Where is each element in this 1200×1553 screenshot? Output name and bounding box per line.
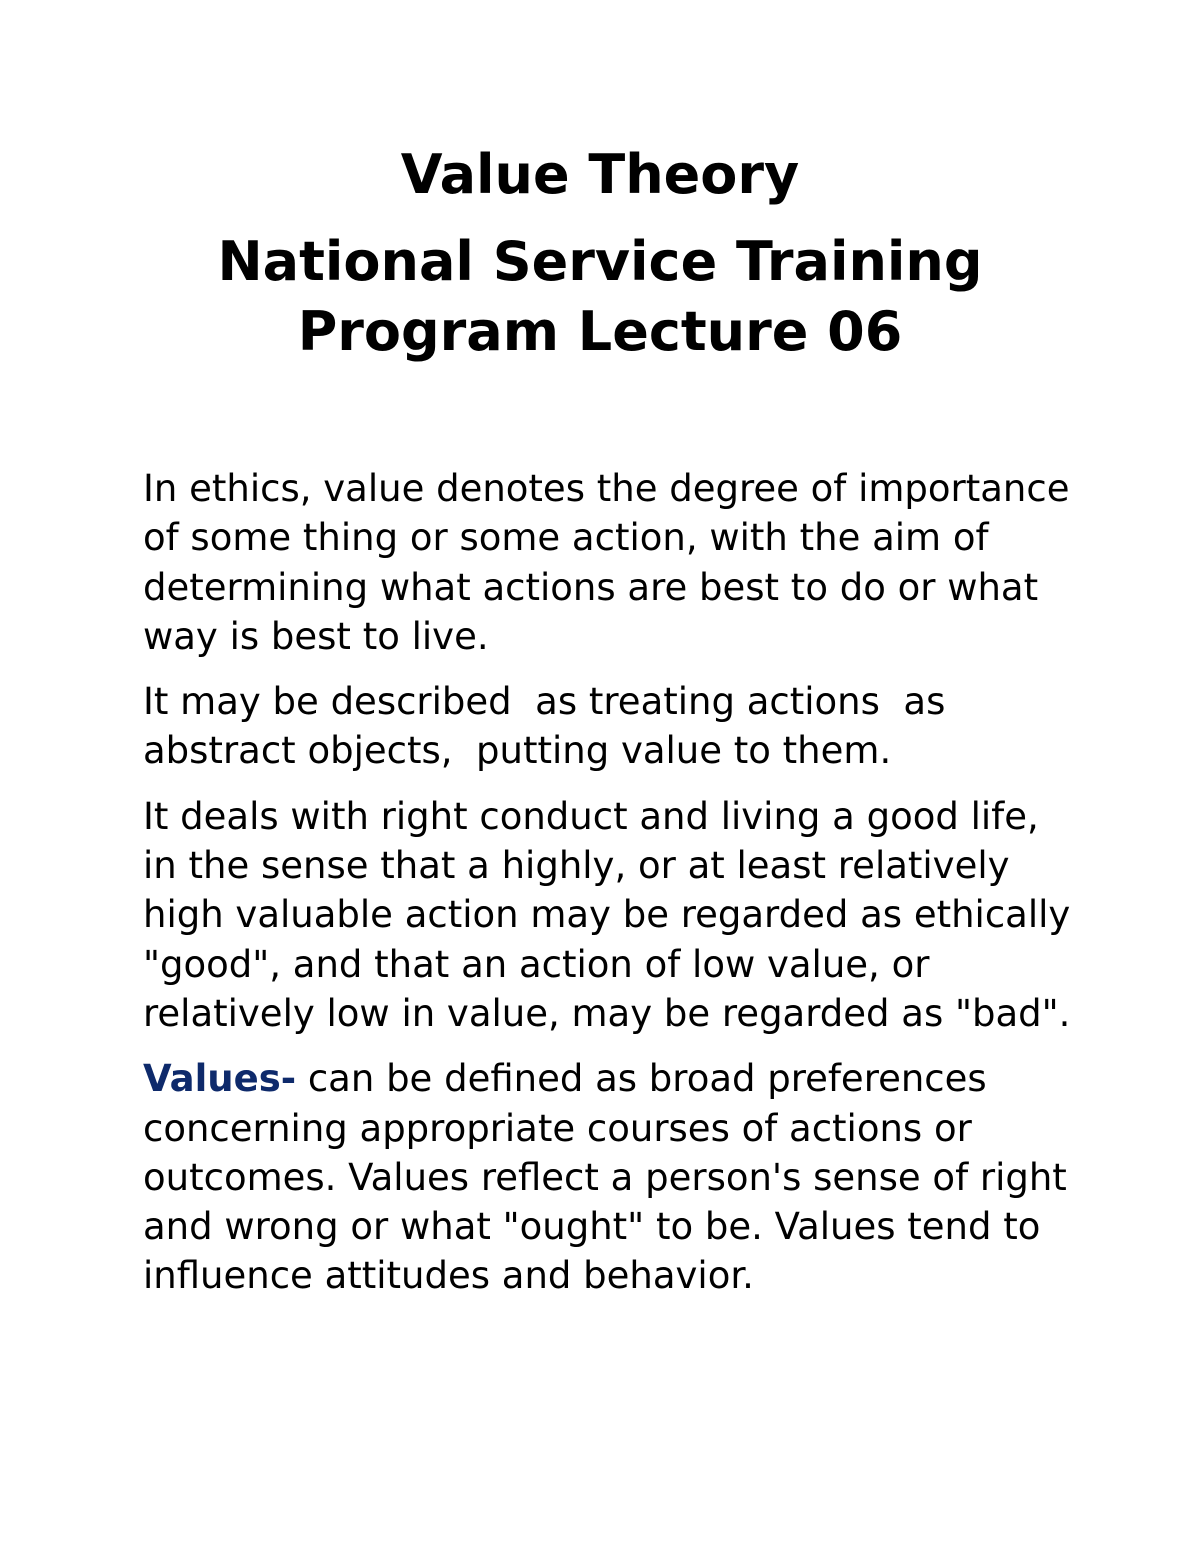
document-subtitle (0, 227, 1200, 367)
document-title: Value Theory (400, 143, 800, 206)
values-definition-text: can be defined as broad preferences concerning appropriate courses of actions or outcomes. Values reflect a person's sense of right and wrong or what "ought" to be. Values tend to influence attitudes and behavior. (143, 1057, 1067, 1298)
paragraph-ethics-value: In ethics, value denotes the degree of importance of some thing or some action, with the aim of determining what actions are best to do or what way is best to live. (143, 467, 1070, 658)
subtitle-line-1: National Service Training (217, 230, 983, 293)
body-text (143, 464, 1073, 1317)
subtitle-line-2: Program Lecture 06 (297, 300, 903, 363)
values-term: Values- (143, 1057, 297, 1101)
paragraph-right-conduct: It deals with right conduct and living a good life, in the sense that a highly, or at least relatively high valuable action may be regarded as ethically "good", and that an action of low value, or relatively low in value, may be regarded as "bad". (143, 794, 1071, 1035)
title-block (0, 140, 1200, 367)
paragraph-values-definition (143, 1054, 1073, 1300)
paragraph-abstract-objects: It may be described as treating actions as abstract objects, putting value to them. (143, 680, 958, 773)
